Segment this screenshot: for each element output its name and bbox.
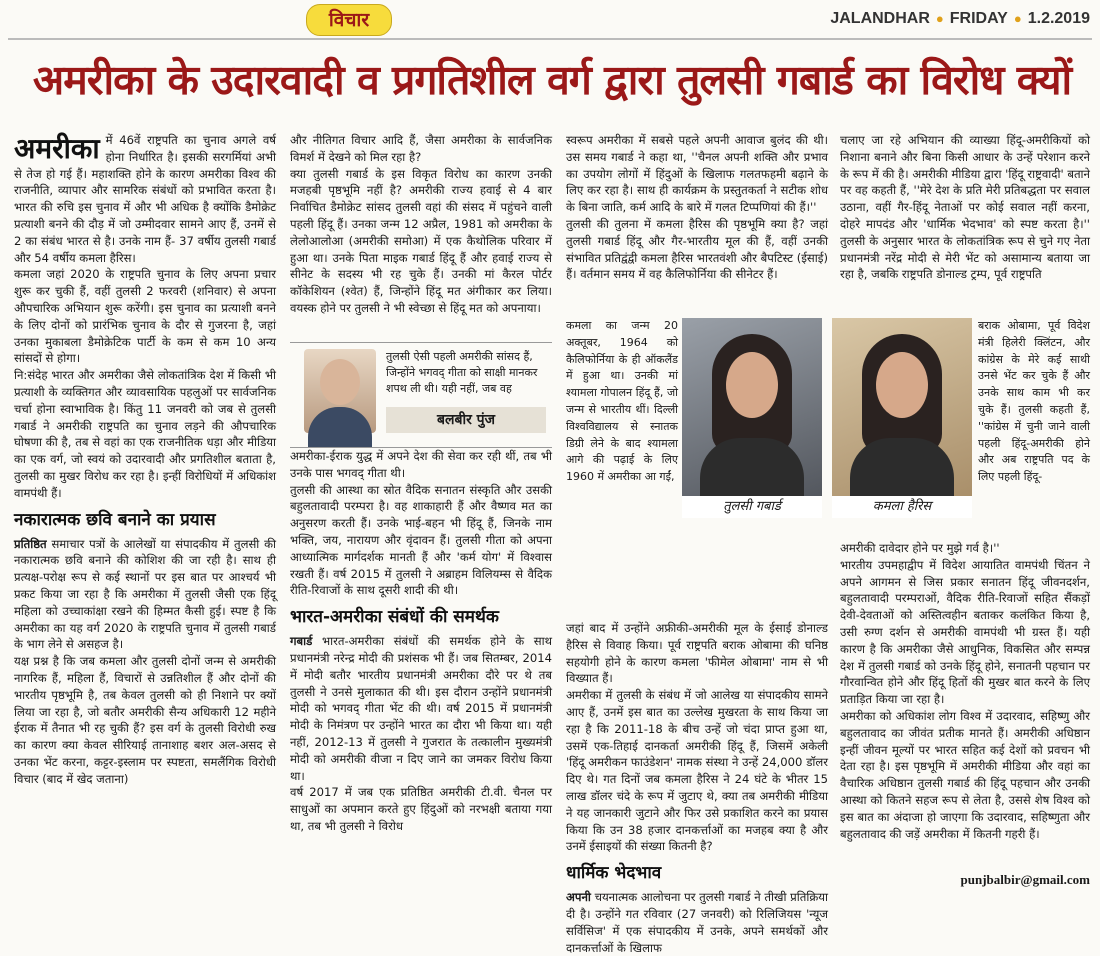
paragraph: अमरीका-ईराक युद्ध में अपने देश की सेवा कर रही थीं, तब भी उनके पास भगवद् गीता थी। — [290, 449, 552, 480]
column-3-narrow — [566, 318, 678, 618]
author-photo — [304, 349, 376, 433]
byline-paragraph: तुलसी ऐसी पहली अमरीकी सांसद हैं, जिन्होंने भगवद् गीता को साक्षी मानकर शपथ ली थी। यही नहीं, जब वह — [386, 350, 538, 395]
paragraph: क्या तुलसी गबार्ड के इस विकृत विरोध का कारण उनकी मजहबी पृष्ठभूमि नहीं है? अमरीकी राज्य हवाई से 4 बार निर्वाचित डैमोक्रेट सांसद तुलसी वहां की संसद में पहुंचने वाली पहली हिंदू हैं। उनका जन्म 12 अप्रैल, 1981 को अमरीका के लेलोआलोआ (अमरीकी समोआ) में एक कैथोलिक परिवार में हुआ था। उनके पिता माइक गबार्ड हिंदू हैं और हवाई राज्य से सीनेट के सदस्य भी रह चुके हैं। उनकी मां कैरल पोर्टर कॉकेशियन (श्वेत) हैं, जिन्होंने हिंदू मत अंगीकार कर लिया। वयस्क होने पर तुलसी ने भी स्वेच्छा से हिंदू मत को अपनाया। — [290, 166, 552, 315]
column-4-bottom — [840, 540, 1090, 870]
author-face — [320, 359, 360, 405]
paragraph: नि:संदेह भारत और अमरीका जैसे लोकतांत्रिक देश में किसी भी प्रत्याशी के व्यक्तिगत और व्यावसायिक पहलुओं पर सार्वजनिक चर्चा होना स्वाभाविक है। किंतु 11 जनवरी को जब से तुलसी गबार्ड ने अमरीकी राष्ट्रपति का चुनाव लड़ने की औपचारिक घोषणा की है, तब से वहां का एक राजनीतिक धड़ा और मीडिया का एक वर्ग, जो स्वयं को उदारवादी और प्रगतिशील बताता है, तुलसी का मुखर विरोध कर रहा है। इन्हीं विरोधियों में अधिकांश वामपंथी हैं। — [14, 368, 276, 500]
photo-tulsi-gabbard — [682, 318, 822, 496]
column-3-top — [566, 132, 828, 312]
paragraph-text: चयनात्मक आलोचना पर तुलसी गबार्ड ने तीखी प्रतिक्रिया दी है। उन्होंने गत रविवार (27 जनवरी) को रिलिजियस 'न्यूज सर्विसिज' में एक संपादकीय में उनके, अपने समर्थकों और दानकर्त्ताओं के खिलाफ — [566, 890, 828, 955]
article-headline: अमरीका के उदारवादी व प्रगतिशील वर्ग द्वारा तुलसी गबार्ड का विरोध क्यों — [32, 56, 1072, 104]
paragraph — [290, 633, 552, 784]
dot-icon: ● — [935, 11, 944, 26]
lead-word: गबार्ड — [290, 634, 313, 649]
dropcap-word: अमरीका — [14, 132, 100, 165]
header-rule — [8, 38, 1092, 40]
author-shirt — [308, 407, 372, 447]
column-4-narrow — [978, 318, 1090, 540]
dateline-day: FRIDAY — [949, 10, 1008, 27]
dateline-city: JALANDHAR — [830, 10, 930, 27]
column-3-bottom — [566, 620, 828, 955]
column-2-top — [290, 132, 552, 342]
paragraph: अमरीका में तुलसी के संबंध में जो आलेख या संपादकीय सामने आए हैं, उनमें इस बात का उल्लेख मुखरता के साथ किया जा रहा है कि 2011-18 के बीच उन्हें जो चंदा प्राप्त हुआ था, उसमें एक-तिहाई दानकर्ता अमरीकी हिंदू हैं, जिसमें अकेली 'हिंदू अमरीकन फाउंडेशन' नामक संस्था ने उन्हें 24,000 डॉलर दिए थे। गत दिनों जब कमला हैरिस ने 24 घंटे के भीतर 15 लाख डॉलर चंदे के रूप में जुटाए थे, क्या तब अमरीकी मीडिया ने यह जानकारी जुटाने और फिर उसे प्रकाशित करने का प्रयास किया कि उन 38 हजार दानकर्त्ताओं का मजहब क्या है और उनमें ईसाइयों की संख्या कितनी है? — [566, 688, 828, 854]
paragraph: यक्ष प्रश्न है कि जब कमला और तुलसी दोनों जन्म से अमरीकी नागरिक हैं, महिला हैं, विचारों से उन्नतिशील हैं और दोनों की भारतीय पृष्ठभूमि है, तब केवल तुलसी को ही निशाने पर क्यों लिया जा रहा है, जो बतौर अमरीकी सैन्य अधिकारी 12 महीने ईराक में तैनात भी रह चुकी हैं? इस वर्ग के तुलसी विरोधी रुख का कारण क्या केवल सीरियाई तानाशाह बशर अल-असद से उनका भेंट करना, कट्टर-इस्लाम पर स्पष्टता, समलैंगिक विरोधी विचार (बाद में खेद जताना) — [14, 654, 276, 786]
subheading: नकारात्मक छवि बनाने का प्रयास — [14, 509, 216, 530]
paragraph: बराक ओबामा, पूर्व विदेश मंत्री हिलेरी क्लिंटन, और कांग्रेस के मेरे कई साथी उनसे भेंट कर चुके हैं और उनके साथ काम भी कर चुके हैं। तुलसी कहती हैं, ''कांग्रेस में चुनी जाने वाली पहली हिंदू-अमरीकी होने और अब राष्ट्रपति पद के लिए पहली हिंदू- — [978, 319, 1090, 484]
paragraph: स्वरूप अमरीका में सबसे पहले अपनी आवाज बुलंद की थी। उस समय गबार्ड ने कहा था, ''चैनल अपनी शक्ति और प्रभाव का उपयोग लोगों में हिंदुओं के खिलाफ गलतफहमी बढ़ाने के लिए कर रहा है। साथ ही कार्यक्रम के प्रस्तुतकर्ता ने सटीक शोध के बिना जाति, कर्म आदि के बारे में गलत टिप्पणियां की हैं।'' — [566, 133, 828, 215]
paragraph: तुलसी की आस्था का स्रोत वैदिक सनातन संस्कृति और उसकी बहुलतावादी परम्परा है। वह शाकाहारी हैं और वैष्णव मत का अनुसरण करती हैं। उनके भाई-बहन भी हिंदू हैं, जिनके नाम भक्ति, जय, नारायण और वृंदावन हैं। तुलसी गीता को अपना आध्यात्मिक मार्गदर्शक मानती हैं और 'कर्म योग' में विश्वास रखती हैं। वर्ष 2015 में तुलसी ने अब्राहम विलियम्स से वैदिक रीति-रिवाजों के साथ दूसरी शादी की थी। — [290, 482, 552, 598]
author-name: बलबीर पुंज — [386, 407, 546, 433]
photo-face — [726, 352, 778, 418]
paragraph: तुलसी की तुलना में कमला हैरिस की पृष्ठभूमि क्या है? जहां तुलसी गबार्ड हिंदू और गैर-भारतीय मूल की हैं, वहीं उनकी संभावित प्रतिद्वंद्वी कमला हैरिस भारतवंशी और बैपटिस्ट (ईसाई) हैं। वर्तमान समय में वह कैलिफोर्निया की सीनेटर हैं। — [566, 216, 828, 282]
column-2-bottom — [290, 448, 552, 888]
column-4-top — [840, 132, 1090, 312]
paragraph: वर्ष 2017 में जब एक प्रतिष्ठित अमरीकी टी.वी. चैनल पर साधुओं का अपमान करते हुए हिंदुओं को नरभक्षी बताया गया था, तब भी तुलसी ने विरोध — [290, 785, 552, 833]
paragraph: कमला जहां 2020 के राष्ट्रपति चुनाव के लिए अपना प्रचार शुरू कर चुकी हैं, वहीं तुलसी 2 फरवरी (शनिवार) से अपना औपचारिक अभियान शुरू करेंगी। इस चुनाव का प्रत्याशी बनने के लिए दोनों को प्रारंभिक चुनाव के दौर से गुजरना है, जहां उनका मुकाबला डैमोक्रेटिक पार्टी के कम से कम 10 अन्य सांसदों से होगा। — [14, 267, 276, 366]
paragraph: जहां बाद में उन्होंने अफ्रीकी-अमरीकी मूल के ईसाई डोनाल्ड हैरिस से विवाह किया। पूर्व राष्ट्रपति बराक ओबामा की घनिष्ठ सहयोगी होने के कारण कमला 'फीमेल ओबामा' नाम से भी विख्यात हैं। — [566, 621, 828, 686]
paragraph: अमरीका को अधिकांश लोग विश्व में उदारवाद, सहिष्णु और बहुलतावाद का जीवंत प्रतीक मानते हैं। अमरीकी अधिष्ठान इन्हीं जीवन मूल्यों पर भारत सहित कई देशों को प्रवचन भी देता रहा है। इस पृष्ठभूमि में अमरीकी मीडिया और वहां का वैचारिक अधिष्ठान तुलसी गबार्ड की हिंदू पहचान और उनकी आस्था को कितने सहज रूप से लेता है, उससे शेष विश्व को इस बात का अंदाजा हो जाएगा कि उदारवाद, सहिष्णुता और बहुलतावाद की जड़ें अमरीका में कितनी गहरी हैं। — [840, 708, 1090, 841]
dateline-date: 1.2.2019 — [1027, 10, 1090, 27]
paragraph — [14, 536, 276, 654]
lead-word: अपनी — [566, 890, 591, 905]
paragraph: और नीतिगत विचार आदि हैं, जैसा अमरीका के सार्वजनिक विमर्श में देखने को मिल रहा है? — [290, 133, 552, 164]
photo-caption: तुलसी गबार्ड — [682, 496, 822, 518]
column-1 — [14, 132, 276, 887]
paragraph — [566, 889, 828, 956]
dateline — [710, 10, 1090, 28]
paragraph: भारतीय उपमहाद्वीप में विदेश आयातित वामपंथी चिंतन ने अपने आगमन से जिस प्रकार सनातन हिंदू जीवनदर्शन, बहुलतावादी परम्पराओं, वैदिक रीति-रिवाजों सहित सैंकड़ों देवी-देवताओं को अस्तित्वहीन बताकर कलंकित किया है, उसी रुग्ण दर्शन से अमरीकी वामपंथी भी ग्रस्त हैं। यही कारण है कि अमरीका जैसे आधुनिक, विकसित और सम्पन्न देश में तुलसी गबार्ड को उनके हिंदू होने, सनातनी पहचान पर गौरवान्वित होने और हिंदू हितों की मुखर बात करने के लिए प्रताड़ित किया जा रहा है। — [840, 557, 1090, 707]
paragraph: में 46वें राष्ट्रपति का चुनाव अगले वर्ष होना निर्धारित है। इसकी सरगर्मियां अभी से तेज हो गई हैं। महाशक्ति होने के कारण अमरीका विश्व की राजनीति, व्यापार और सामरिक संबंधों को प्रभावित करता है। भारत की रुचि इस चुनाव में और भी अधिक है क्योंकि डैमोक्रेट प्रत्याशी बनने की दौड़ में जो उम्मीदवार सामने आए हैं, उनमें से 2 का संबंध भारत से है। उनके नाम हैं- 37 वर्षीय तुलसी गबार्ड और 54 वर्षीय कमला हैरिस। — [14, 133, 276, 265]
photo-kamala-harris — [832, 318, 972, 496]
photo-caption: कमला हैरिस — [832, 496, 972, 518]
author-byline — [290, 342, 552, 448]
lead-word: प्रतिष्ठित — [14, 536, 47, 551]
photo-face — [876, 352, 928, 418]
paragraph: चलाए जा रहे अभियान की व्याख्या हिंदू-अमरीकियों को निशाना बनाने और बिना किसी आधार के उन्हें परेशान करने के रूप में की है। अमरीकी मीडिया द्वारा 'हिंदू राष्ट्रवादी' बताने पर वह कहती हैं, ''मेरे देश के प्रति मेरी प्रतिबद्धता पर सवाल उठाना, वहीं गैर-हिंदू नेताओं पर कोई सवाल नहीं करना, दोहरे मापदंड और 'धार्मिक भेदभाव' को स्पष्ट करता है।'' तुलसी के अनुसार भारत के लोकतांत्रिक रूप से चुने गए नेता प्रधानमंत्री नरेंद्र मोदी से मेरी भेंट को असामान्य बताया जा रहा है, जबकि राष्ट्रपति डोनाल्ड ट्रम्प, पूर्व राष्ट्रपति — [840, 133, 1090, 282]
author-email: punjbalbir@gmail.com — [960, 872, 1090, 887]
paragraph-text: समाचार पत्रों के आलेखों या संपादकीय में तुलसी की नकारात्मक छवि बनाने की कोशिश की जा रही है। साथ ही प्रत्यक्ष-परोक्ष रूप से कई स्थानों पर इस बात पर आश्चर्य भी प्रकट किया जा रहा है कि अमरीका में तुलसी जैसी एक हिंदू महिला को उच्चाकांक्षा रखने की हिम्मत कैसी हुई। स्पष्ट है कि अमरीका का यह वर्ग 2020 के राष्ट्रपति चुनाव में तुलसी गबार्ड के भाग लेने से असहज है। — [14, 536, 276, 652]
subheading: धार्मिक भेदभाव — [566, 863, 662, 884]
paragraph: कमला का जन्म 20 अक्तूबर, 1964 को कैलिफोर्निया के ही ऑकलैंड में हुआ था। उनकी मां श्यामला गोपालन हिंदू हैं, जो जन्म से भारतीय थीं। दिल्ली विश्वविद्यालय से स्नातक डिग्री लेने के बाद श्यामला आगे की पढ़ाई के लिए 1960 में अमरीका आ गईं, — [566, 319, 678, 484]
paragraph-text: भारत-अमरीका संबंधों की समर्थक होने के साथ प्रधानमंत्री नरेन्द्र मोदी की प्रशंसक भी हैं। जब सितम्बर, 2014 में मोदी बतौर भारतीय प्रधानमंत्री अमरीका दौरे पर थे तब तुलसी ने उनसे मुलाकात की थी। इस दौरान उन्होंने प्रधानमंत्री मोदी को भगवद् गीता भेंट की थी। वर्ष 2015 में प्रधानमंत्री मोदी के निमंत्रण पर उन्होंने भारत का दौरा भी किया था। यही नहीं, 2012-13 में तुलसी ने गुजरात के तत्कालीन मुख्यमंत्री मोदी को अमरीकी वीजा न दिए जाने का जमकर विरोध किया था। — [290, 634, 553, 783]
dot-icon: ● — [1013, 11, 1022, 26]
section-tag: विचार — [306, 4, 392, 36]
paragraph: अमरीकी दावेदार होने पर मुझे गर्व है।'' — [840, 541, 1000, 555]
subheading: भारत-अमरीका संबंधों की समर्थक — [290, 607, 499, 628]
